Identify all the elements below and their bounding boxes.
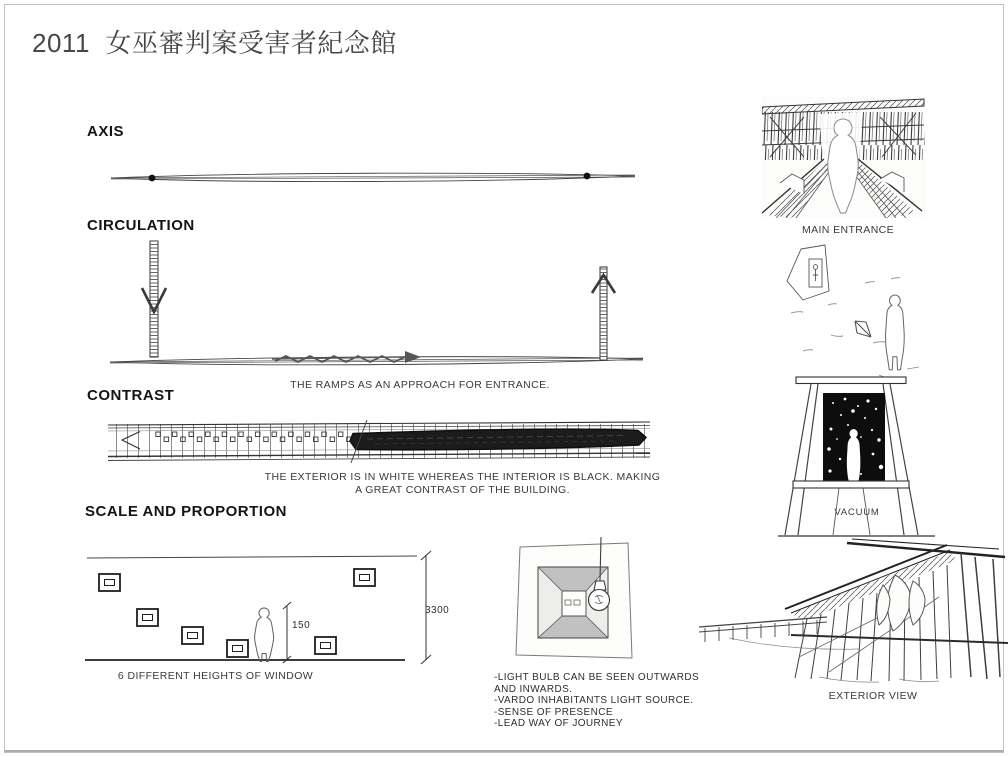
person-figure xyxy=(255,608,274,662)
ramp-right xyxy=(592,267,615,360)
vacuum-label: VACUUM xyxy=(834,507,880,518)
note-line: -LEAD WAY OF JOURNEY xyxy=(494,718,623,729)
walkway xyxy=(699,617,859,649)
section-heading-circulation: CIRCULATION xyxy=(87,217,195,234)
section-heading-contrast: CONTRAST xyxy=(87,387,175,404)
note-line: -LIGHT BULB CAN BE SEEN OUTWARDS AND INWARDS. xyxy=(494,672,700,695)
vardo-mini xyxy=(787,245,829,300)
contrast-caption-line2: A GREAT CONTRAST OF THE BUILDING. xyxy=(355,483,570,496)
ramp-left xyxy=(142,241,166,357)
lightbulb-notes xyxy=(494,672,712,730)
scale-diagram xyxy=(83,548,438,668)
person-outline xyxy=(886,295,905,370)
axis-endpoint-left xyxy=(149,175,156,182)
circulation-diagram xyxy=(105,233,650,376)
contrast-caption xyxy=(235,471,690,496)
lightbulb-sketch xyxy=(508,537,648,671)
axis-endpoint-right xyxy=(584,173,591,180)
person-dimension-line xyxy=(283,602,291,663)
axis-diagram xyxy=(105,165,645,191)
contrast-diagram xyxy=(105,419,655,467)
section-heading-axis: AXIS xyxy=(87,123,125,140)
interior-black-band xyxy=(350,429,646,450)
contrast-caption-line1: THE EXTERIOR IS IN WHITE WHEREAS THE INTERIOR IS BLACK. MAKING xyxy=(264,471,661,483)
direction-arrow-icon xyxy=(855,321,871,337)
note-line: -VARDO INHABITANTS LIGHT SOURCE. xyxy=(494,695,694,706)
window-row xyxy=(154,419,354,453)
scale-caption: 6 DIFFERENT HEIGHTS OF WINDOW xyxy=(117,670,314,682)
exterior-view-caption: EXTERIOR VIEW xyxy=(828,690,918,702)
note-line: -SENSE OF PRESENCE xyxy=(494,706,613,718)
page-title: 2011 女巫審判案受害者紀念館 xyxy=(32,28,397,58)
exterior-view-sketch xyxy=(699,537,1008,685)
vacuum-sketch xyxy=(773,243,943,539)
person-height-dimension: 150 xyxy=(292,620,311,631)
main-entrance-caption: MAIN ENTRANCE xyxy=(801,224,895,236)
windows xyxy=(99,569,375,657)
page-frame xyxy=(4,4,1004,753)
section-heading-scale: SCALE AND PROPORTION xyxy=(85,503,287,520)
wall-height-dimension: 3300 xyxy=(425,605,450,616)
page-bottom-edge xyxy=(5,750,1003,752)
circulation-caption: THE RAMPS AS AN APPROACH FOR ENTRANCE. xyxy=(290,379,550,391)
sketch-marks xyxy=(791,278,900,351)
main-entrance-sketch xyxy=(762,97,925,218)
